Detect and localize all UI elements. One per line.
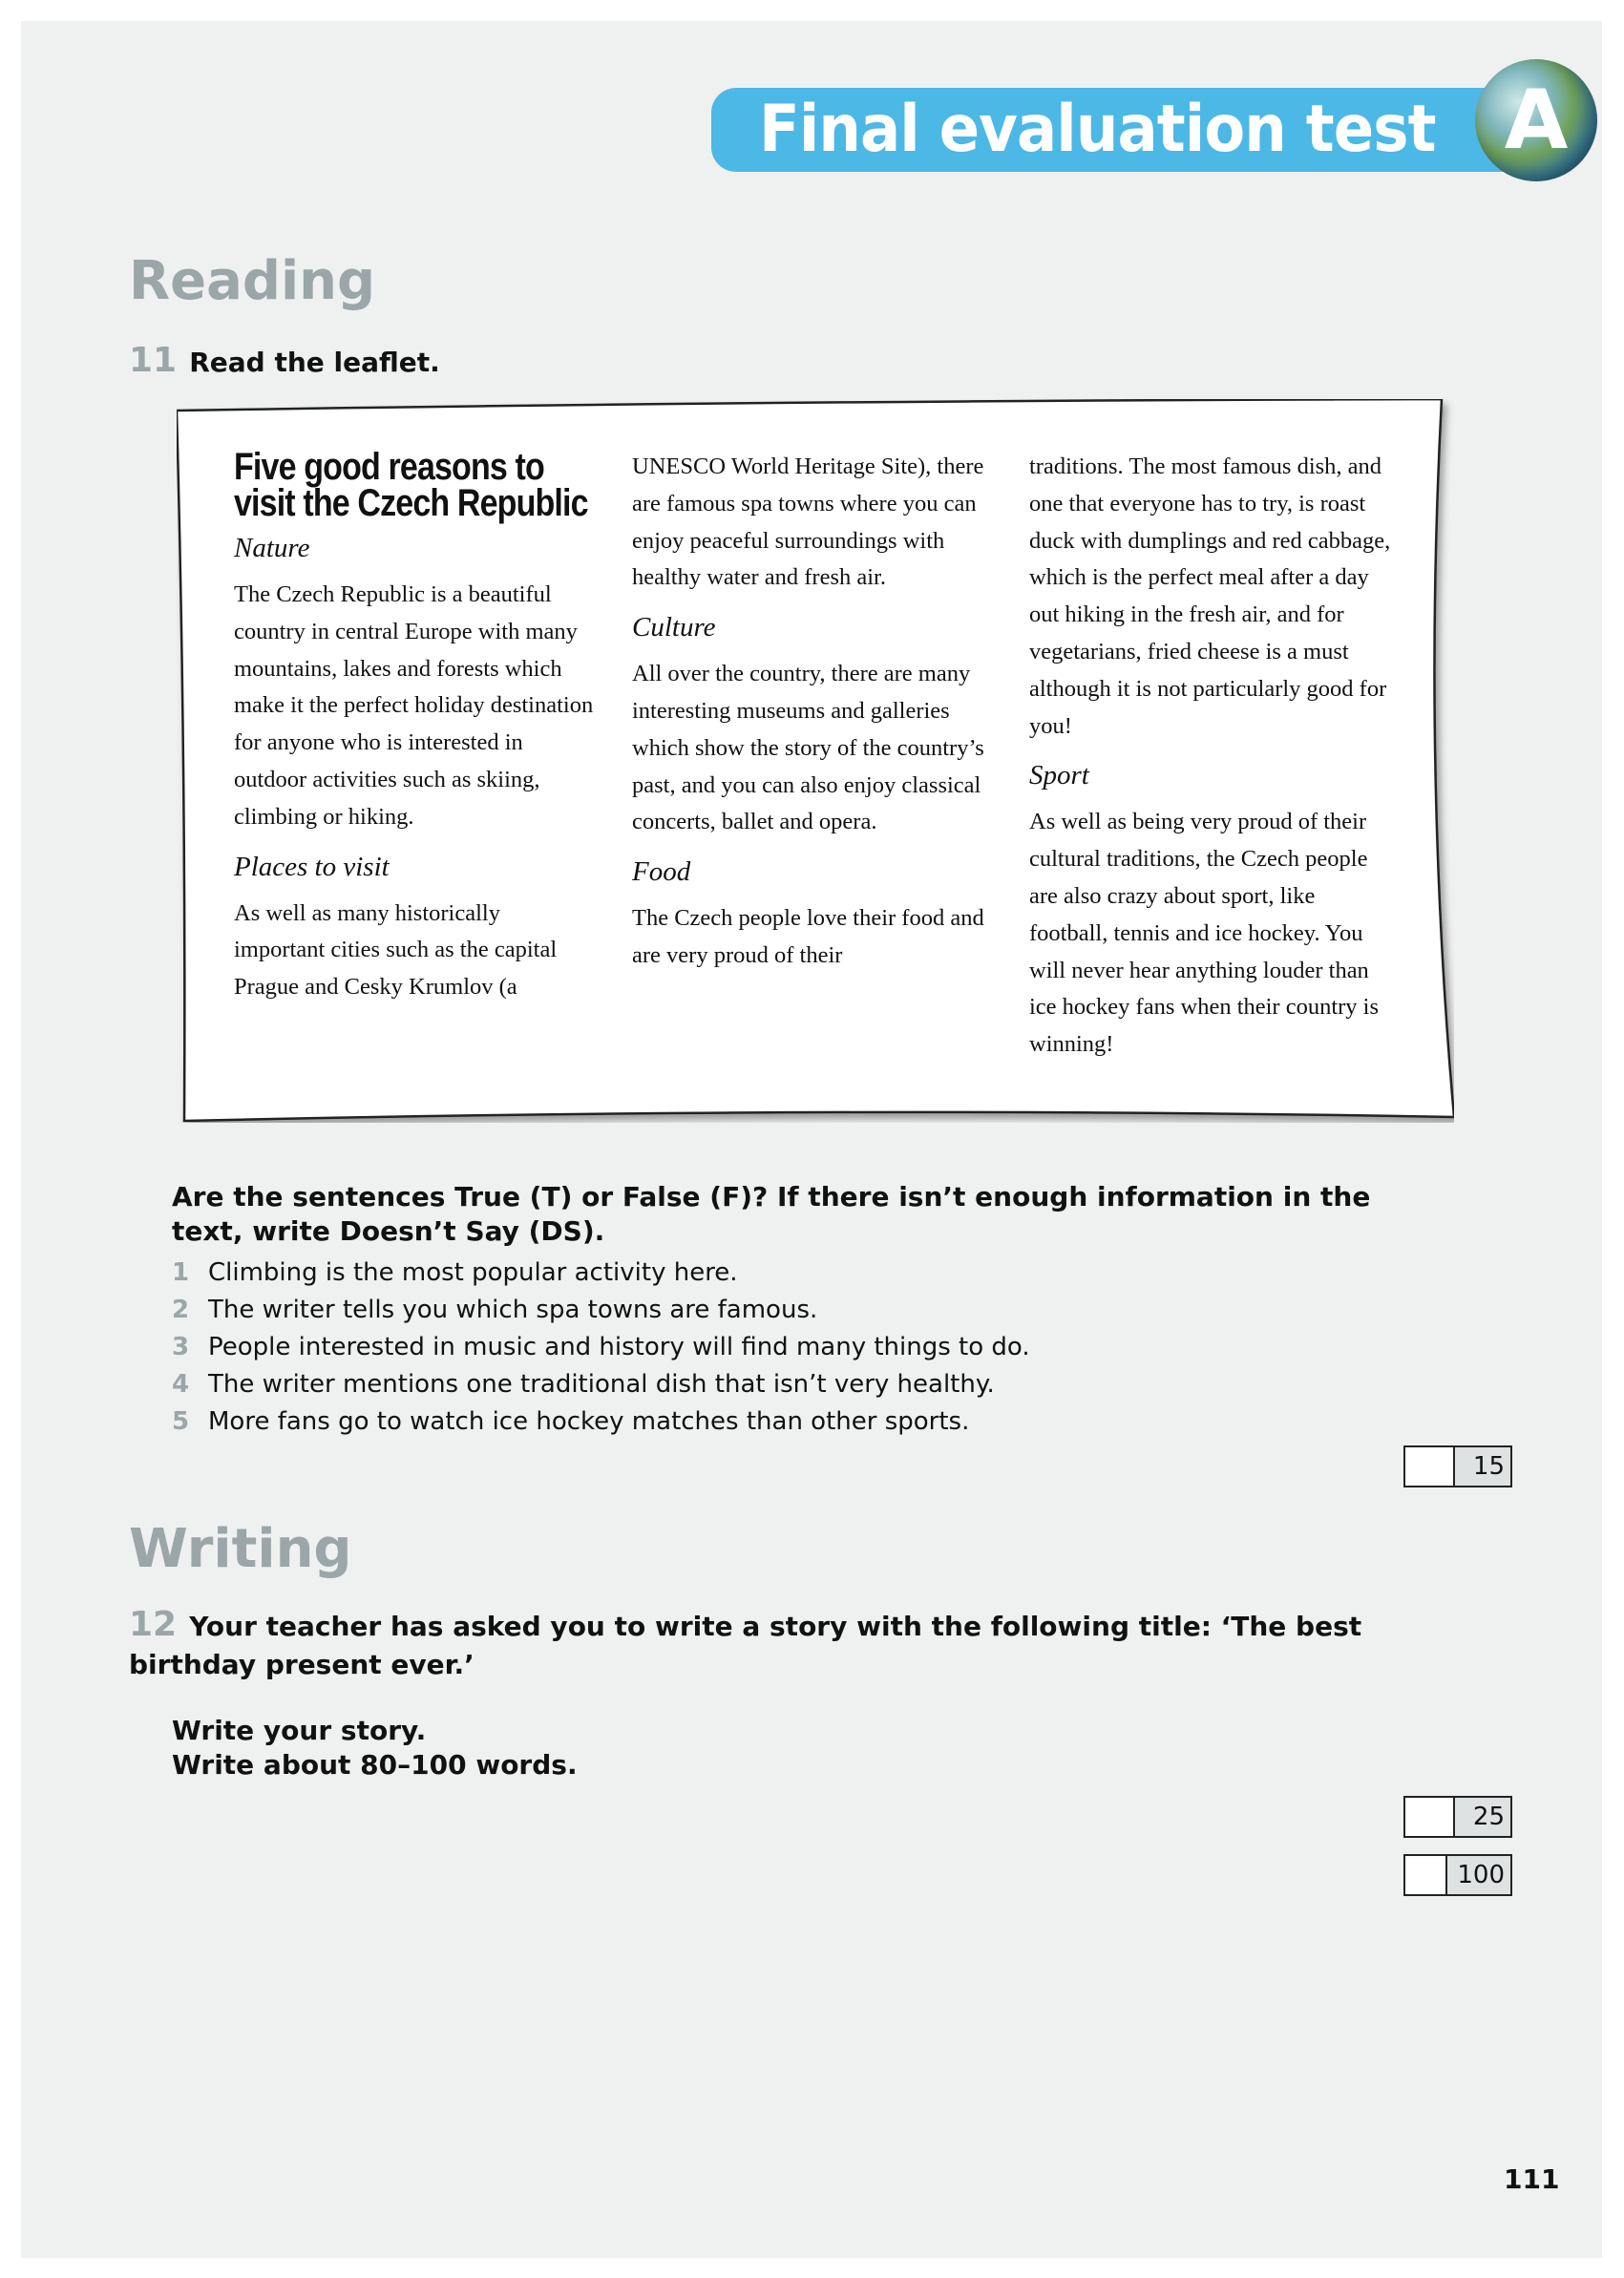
- score-input[interactable]: [1405, 1856, 1447, 1894]
- statement-number: 2: [172, 1296, 190, 1324]
- reading-heading: Reading: [129, 250, 376, 312]
- subheading-sport: Sport: [1029, 760, 1089, 791]
- statement-number: 4: [172, 1370, 190, 1399]
- paragraph: traditions. The most famous dish, and one that everyone has to try, is roast duck with dumplings and red cabbage, which is the perfect meal after a day out hiking in the fresh air, and for vegetarians, fried cheese is a must although it is not particularly good for you!: [1029, 453, 1391, 739]
- score-box-writing[interactable]: [1403, 1796, 1512, 1838]
- leaflet-column-3: [1029, 449, 1392, 1077]
- question-number: 11: [129, 341, 178, 380]
- paragraph: As well as many historically important cities such as the capital Prague and Cesky Krumlov (a: [234, 899, 558, 1001]
- statement-text: Climbing is the most popular activity here.: [208, 1258, 738, 1287]
- paragraph: The Czech people love their food and are very proud of their: [632, 905, 984, 968]
- statement-text: The writer mentions one traditional dish that isn’t very healthy.: [208, 1370, 995, 1399]
- page-number: 111: [1504, 2163, 1560, 2195]
- paragraph: As well as being very proud of their cultural traditions, the Czech people are also crazy about sport, like football, tennis and ice hockey. You will never hear anything louder than ice hockey fans when their country is winning!: [1029, 809, 1380, 1058]
- paragraph: All over the country, there are many interesting museums and galleries which show the story of the country’s past, and you can also enjoy classical concerts, ballet and opera.: [632, 661, 984, 835]
- statement-5: [172, 1407, 969, 1436]
- score-box-reading[interactable]: [1403, 1445, 1512, 1487]
- question-11: [129, 341, 440, 380]
- paragraph: UNESCO World Heritage Site), there are famous spa towns where you can enjoy peaceful surroundings with healthy water and fresh air.: [632, 453, 984, 591]
- question-text: Read the leaflet.: [189, 347, 440, 378]
- score-input[interactable]: [1405, 1798, 1455, 1836]
- writing-instruction-2: Write about 80–100 words.: [172, 1749, 578, 1781]
- score-input[interactable]: [1405, 1447, 1455, 1486]
- statement-number: 1: [172, 1258, 190, 1287]
- statement-1: [172, 1258, 738, 1287]
- subheading-culture: Culture: [632, 612, 716, 643]
- leaflet-title: Five good reasons to visit the Czech Republic: [234, 446, 588, 524]
- statement-number: 3: [172, 1333, 190, 1361]
- statement-text: The writer tells you which spa towns are famous.: [208, 1296, 818, 1324]
- statement-text: People interested in music and history will find many things to do.: [208, 1333, 1030, 1361]
- question-number: 12: [129, 1605, 178, 1644]
- max-score: 15: [1455, 1447, 1510, 1486]
- paragraph: The Czech Republic is a beautiful country in central Europe with many mountains, lakes and forests which make it the perfect holiday destination for anyone who is interested in outdoor activities such as skiing, climbing or hiking.: [234, 581, 594, 830]
- subheading-food: Food: [632, 856, 691, 888]
- test-version-badge: A: [1504, 73, 1569, 168]
- writing-heading: Writing: [129, 1518, 352, 1580]
- statement-text: More fans go to watch ice hockey matches than other sports.: [208, 1407, 970, 1436]
- leaflet-column-1: [234, 446, 597, 1020]
- page-title: Final evaluation test: [759, 92, 1436, 167]
- max-score: 100: [1447, 1856, 1510, 1894]
- question-text: Your teacher has asked you to write a story with the following title: ‘The best birthday present ever.’: [129, 1611, 1362, 1680]
- subheading-places: Places to visit: [234, 851, 390, 882]
- leaflet-column-2: [632, 449, 995, 988]
- true-false-instruction: Are the sentences True (T) or False (F)? If there isn’t enough information in the text, write Doesn’t Say (DS).: [172, 1181, 1371, 1247]
- statement-3: [172, 1333, 1030, 1361]
- statement-number: 5: [172, 1407, 190, 1436]
- score-box-total[interactable]: [1403, 1854, 1512, 1896]
- max-score: 25: [1455, 1798, 1510, 1836]
- statement-2: [172, 1296, 817, 1324]
- statement-4: [172, 1370, 995, 1399]
- subheading-nature: Nature: [234, 533, 310, 563]
- question-12: [129, 1605, 1485, 1686]
- writing-instruction-1: Write your story.: [172, 1715, 427, 1746]
